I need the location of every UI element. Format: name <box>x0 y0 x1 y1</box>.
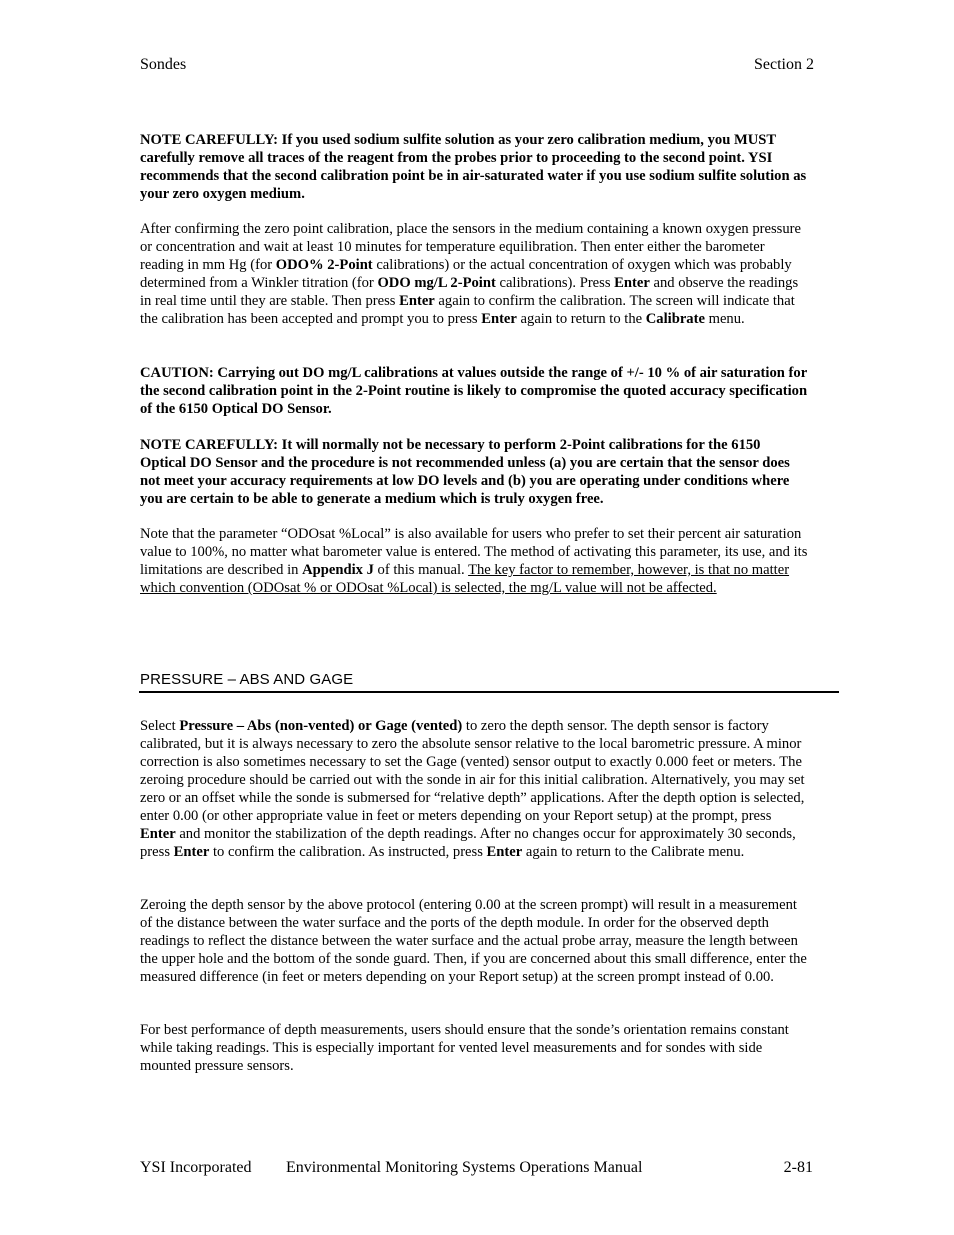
paragraph-odosat-local <box>140 525 810 597</box>
text: to confirm the calibration. As instructed, press <box>209 844 487 860</box>
term-enter: Enter <box>140 826 176 842</box>
text: again to return to the Calibrate menu. <box>522 844 745 860</box>
paragraph-second-point-calibration <box>140 220 810 328</box>
term-enter: Enter <box>173 844 210 860</box>
text: calibrations) or the actual concentration of oxygen which was probably determined from a Winkler titration (for <box>140 257 792 291</box>
running-header-right: Section 2 <box>754 56 814 73</box>
term-enter: Enter <box>486 844 523 860</box>
term-odo-mgl-2-point: ODO mg/L 2-Point <box>377 275 496 291</box>
term-enter: Enter <box>614 275 650 291</box>
footer-page-number: 2-81 <box>783 1159 813 1176</box>
note-carefully-2-point: NOTE CAREFULLY: It will normally not be necessary to perform 2-Point calibrations for the 6150 Optical DO Sensor and the procedure is not recommended unless (a) you are certain that the sensor does not meet your accuracy requirements at low DO levels and (b) you are operating under conditions where you are certain to be able to generate a medium which is truly oxygen free. <box>140 437 790 507</box>
text: Note that the parameter “ODOsat %Local” is also available for users who prefer to set their percent air saturation value to 100%, no matter what barometer value is entered. The method of activating this parameter, its use, and its limitations are described in <box>140 526 808 578</box>
text: and monitor the stabilization of the depth readings. After no changes occur for approximately 30 seconds, press <box>140 826 796 860</box>
term-enter: Enter <box>481 311 517 327</box>
footer-manual-title: Environmental Monitoring Systems Operations Manual <box>286 1159 643 1176</box>
text: menu. <box>704 311 745 327</box>
caution-note: CAUTION: Carrying out DO mg/L calibrations at values outside the range of +/- 10 % of air saturation for the second calibration point in the 2-Point routine is likely to compromise the quoted accuracy specification of the 6150 Optical DO Sensor. <box>140 365 808 417</box>
paragraph-pressure-zero <box>140 717 810 861</box>
term-calibrate: Calibrate <box>645 311 705 327</box>
text: Select <box>140 718 180 734</box>
heading-rule <box>139 691 839 693</box>
paragraph-best-performance: For best performance of depth measurements, users should ensure that the sonde’s orientation remains constant while taking readings. This is especially important for vented level measurements and for sondes with side mounted pressure sensors. <box>140 1022 789 1074</box>
footer-company: YSI Incorporated <box>140 1159 252 1176</box>
running-header-left: Sondes <box>140 56 187 73</box>
section-heading: PRESSURE – ABS AND GAGE <box>140 671 354 688</box>
text: to zero the depth sensor. The depth sensor is factory calibrated, but it is always necessary to zero the absolute sensor relative to the local barometric pressure. A minor correction is also sometimes necessary to set the Gage (vented) sensor output to exactly 0.000 feet or meters. The zeroing procedure should be carried out with the sonde in air for this initial calibration. Alternatively, you may set zero or an offset while the sonde is submersed for “relative depth” applications. After the depth option is selected, enter 0.00 (or other appropriate value in feet or meters depending on your Report setup) at the prompt, press <box>140 718 805 824</box>
text: and observe the readings in real time until they are stable. Then press <box>140 275 799 309</box>
term-enter: Enter <box>399 293 435 309</box>
term-pressure-abs-gage: Pressure – Abs (non-vented) or Gage (vented) <box>179 718 463 734</box>
underlined-key-factor: The key factor to remember, however, is that no matter which convention (ODOsat % or ODOsat %Local) is selected, the mg/L value will not be affected. <box>140 562 790 596</box>
term-odo-percent-2-point: ODO% 2-Point <box>275 257 373 273</box>
text: calibrations). Press <box>495 275 615 291</box>
text: again to return to the <box>516 311 646 327</box>
note-carefully-sulfite: NOTE CAREFULLY: If you used sodium sulfite solution as your zero calibration medium, you MUST carefully remove all traces of the reagent from the probes prior to proceeding to the second point. YSI recommends that the second calibration point be in air-saturated water if you use sodium sulfite solution as your zero oxygen medium. <box>140 132 807 202</box>
text: After confirming the zero point calibration, place the sensors in the medium containing a known oxygen pressure or concentration and wait at least 10 minutes for temperature equilibration. Then enter either the barometer reading in mm Hg (for <box>140 221 801 273</box>
text: of this manual. <box>373 562 469 578</box>
paragraph-zeroing-depth: Zeroing the depth sensor by the above protocol (entering 0.00 at the screen prompt) will result in a measurement of the distance between the water surface and the ports of the depth module. In order for the observed depth readings to reflect the distance between the water surface and the actual probe array, measure the length between the upper hole and the bottom of the sonde guard. Then, if you are concerned about this small difference, enter the measured difference (in feet or meters depending on your Report setup) at the screen prompt instead of 0.00. <box>140 897 807 985</box>
term-appendix-j: Appendix J <box>302 562 374 578</box>
text: again to confirm the calibration. The screen will indicate that the calibration has been accepted and prompt you to press <box>140 293 795 327</box>
